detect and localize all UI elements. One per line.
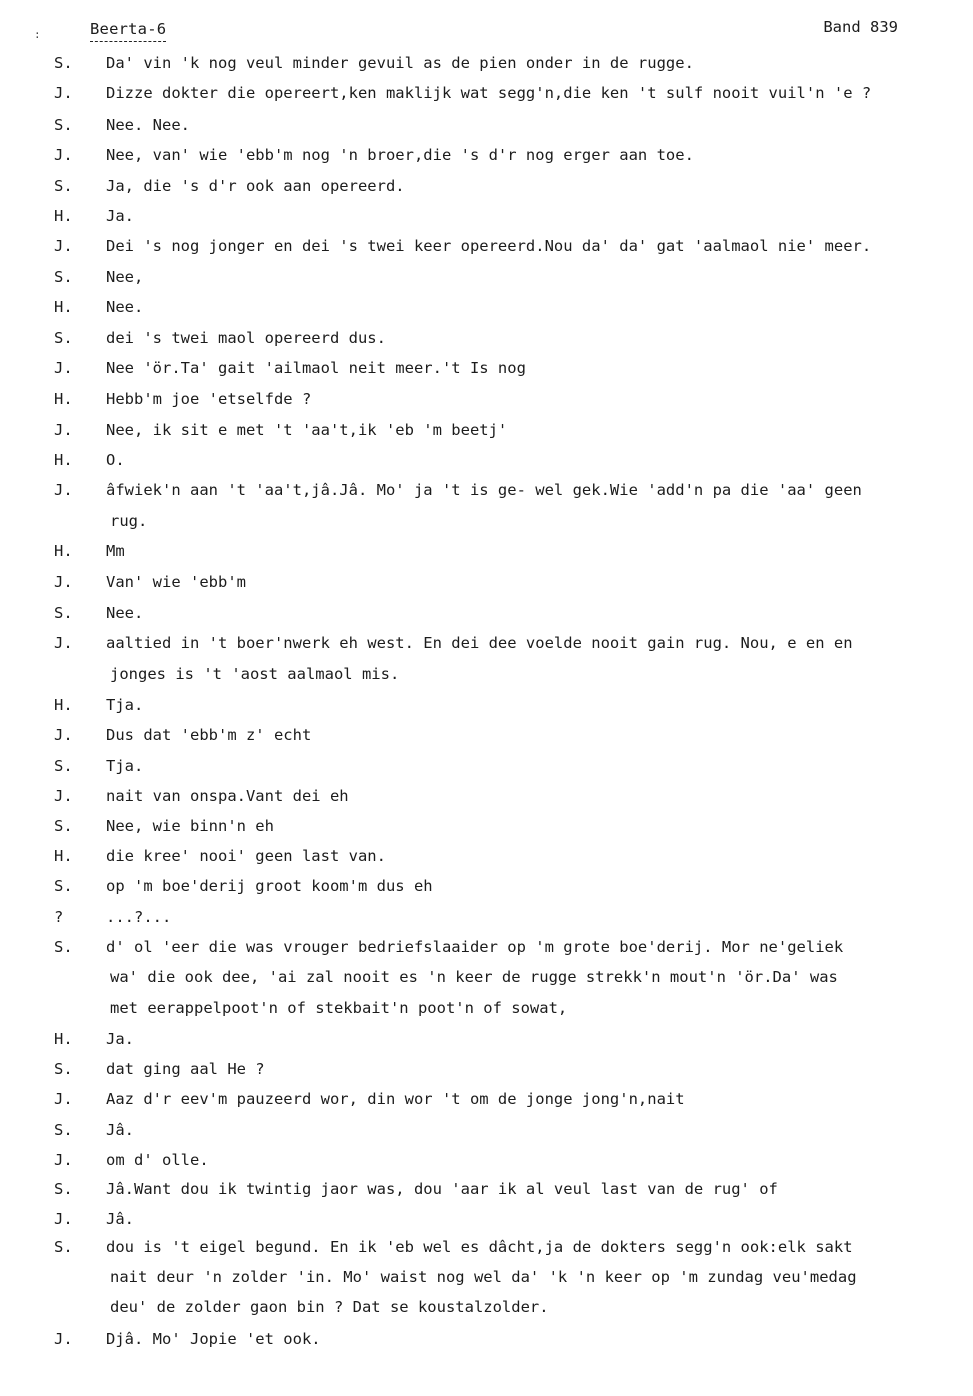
speaker-label: H. <box>54 696 73 714</box>
speaker-label: J. <box>54 1151 73 1169</box>
utterance-text: Dizze dokter die opereert,ken maklijk wat segg'n,die ken 't sulf nooit vuil'n 'e ? <box>106 84 872 102</box>
utterance-text: Mm <box>106 542 125 560</box>
utterance-text: deu' de zolder gaon bin ? Dat se koustalzolder. <box>110 1298 549 1316</box>
utterance-text: Djâ. Mo' Jopie 'et ook. <box>106 1330 321 1348</box>
dialogue-line <box>0 1176 973 1202</box>
dialogue-line <box>0 753 973 779</box>
dialogue-line <box>0 294 973 320</box>
utterance-text: nait deur 'n zolder 'in. Mo' waist nog wel da' 'k 'n keer op 'm zundag veu'medag <box>110 1268 857 1286</box>
speaker-label: H. <box>54 298 73 316</box>
utterance-text: wa' die ook dee, 'ai zal nooit es 'n keer de rugge strekk'n mout'n 'ör.Da' was <box>110 968 838 986</box>
dialogue-line-continuation <box>0 964 973 990</box>
dialogue-line <box>0 569 973 595</box>
speaker-label: J. <box>54 237 73 255</box>
utterance-text: Dei 's nog jonger en dei 's twei keer opereerd.Nou da' da' gat 'aalmaol nie' meer. <box>106 237 872 255</box>
utterance-text: die kree' nooi' geen last van. <box>106 847 386 865</box>
utterance-text: Nee, van' wie 'ebb'm nog 'n broer,die 's d'r nog erger aan toe. <box>106 146 694 164</box>
utterance-text: Nee, wie binn'n eh <box>106 817 274 835</box>
speaker-label: H. <box>54 847 73 865</box>
utterance-text: Jâ. <box>106 1210 134 1228</box>
utterance-text: Nee, <box>106 268 144 286</box>
utterance-text: jonges is 't 'aost aalmaol mis. <box>110 665 400 683</box>
utterance-text: ...?... <box>106 908 172 926</box>
dialogue-line <box>0 722 973 748</box>
dialogue-line <box>0 904 973 930</box>
utterance-text: Ja, die 's d'r ook aan opereerd. <box>106 177 405 195</box>
dialogue-line <box>0 50 973 76</box>
dialogue-line <box>0 203 973 229</box>
band-number: Band 839 <box>823 18 898 36</box>
utterance-text: nait van onspa.Vant dei eh <box>106 787 349 805</box>
dialogue-line-continuation <box>0 1264 973 1290</box>
speaker-label: S. <box>54 329 73 347</box>
speaker-label: S. <box>54 757 73 775</box>
dialogue-line <box>0 1206 973 1232</box>
speaker-label: S. <box>54 1180 73 1198</box>
utterance-text: d' ol 'eer die was vrouger bedriefslaaider op 'm grote boe'derij. Mor ne'geliek <box>106 938 844 956</box>
dialogue-line <box>0 1234 973 1260</box>
speaker-label: J. <box>54 573 73 591</box>
dialogue-line <box>0 1056 973 1082</box>
utterance-text: Tja. <box>106 696 144 714</box>
speaker-label: J. <box>54 1090 73 1108</box>
utterance-text: dat ging aal He ? <box>106 1060 265 1078</box>
speaker-label: J. <box>54 146 73 164</box>
utterance-text: Nee. <box>106 604 144 622</box>
speaker-label: S. <box>54 604 73 622</box>
speaker-label: J. <box>54 1330 73 1348</box>
margin-mark: : <box>34 28 41 41</box>
dialogue-line <box>0 873 973 899</box>
dialogue-line <box>0 630 973 656</box>
dialogue-line <box>0 1147 973 1173</box>
utterance-text: aaltied in 't boer'nwerk eh west. En dei dee voelde nooit gain rug. Nou, e en en <box>106 634 853 652</box>
speaker-label: S. <box>54 54 73 72</box>
dialogue-line <box>0 477 973 503</box>
speaker-label: S. <box>54 817 73 835</box>
speaker-label: J. <box>54 84 73 102</box>
dialogue-line <box>0 1326 973 1352</box>
utterance-text: Hebb'm joe 'etselfde ? <box>106 390 312 408</box>
document-title-text: Beerta-6 <box>90 20 167 38</box>
utterance-text: Tja. <box>106 757 144 775</box>
dialogue-line <box>0 80 973 106</box>
dialogue-line <box>0 1026 973 1052</box>
utterance-text: Nee 'ör.Ta' gait 'ailmaol neit meer.'t Is nog <box>106 359 526 377</box>
dialogue-line <box>0 538 973 564</box>
speaker-label: H. <box>54 542 73 560</box>
dialogue-line <box>0 934 973 960</box>
utterance-text: Aaz d'r eev'm pauzeerd wor, din wor 't om de jonge jong'n,nait <box>106 1090 685 1108</box>
dialogue-line <box>0 417 973 443</box>
speaker-label: S. <box>54 1238 73 1256</box>
dialogue-line <box>0 447 973 473</box>
speaker-label: J. <box>54 787 73 805</box>
dialogue-line <box>0 813 973 839</box>
utterance-text: dou is 't eigel begund. En ik 'eb wel es dâcht,ja de dokters segg'n ook:elk sakt <box>106 1238 853 1256</box>
utterance-text: Nee, ik sit e met 't 'aa't,ik 'eb 'm beetj' <box>106 421 508 439</box>
dialogue-line-continuation <box>0 661 973 687</box>
dialogue-line <box>0 233 973 259</box>
speaker-label: J. <box>54 1210 73 1228</box>
title-underline <box>90 41 166 42</box>
dialogue-line <box>0 783 973 809</box>
dialogue-line-continuation <box>0 508 973 534</box>
dialogue-line <box>0 264 973 290</box>
speaker-label: ? <box>54 908 64 926</box>
utterance-text: Ja. <box>106 1030 134 1048</box>
dialogue-line <box>0 692 973 718</box>
utterance-text: op 'm boe'derij groot koom'm dus eh <box>106 877 433 895</box>
speaker-label: S. <box>54 1060 73 1078</box>
utterance-text: O. <box>106 451 125 469</box>
utterance-text: Van' wie 'ebb'm <box>106 573 246 591</box>
speaker-label: S. <box>54 268 73 286</box>
speaker-label: H. <box>54 207 73 225</box>
utterance-text: om d' olle. <box>106 1151 209 1169</box>
dialogue-line <box>0 843 973 869</box>
dialogue-line <box>0 386 973 412</box>
dialogue-line-continuation <box>0 1294 973 1320</box>
utterance-text: dei 's twei maol opereerd dus. <box>106 329 386 347</box>
speaker-label: H. <box>54 1030 73 1048</box>
utterance-text: Jâ. <box>106 1121 134 1139</box>
dialogue-line <box>0 1086 973 1112</box>
dialogue-line <box>0 325 973 351</box>
dialogue-line <box>0 112 973 138</box>
dialogue-line-continuation <box>0 995 973 1021</box>
utterance-text: Da' vin 'k nog veul minder gevuil as de pien onder in de rugge. <box>106 54 694 72</box>
utterance-text: rug. <box>110 512 148 530</box>
speaker-label: S. <box>54 938 73 956</box>
speaker-label: S. <box>54 116 73 134</box>
utterance-text: Ja. <box>106 207 134 225</box>
speaker-label: S. <box>54 1121 73 1139</box>
dialogue-line <box>0 355 973 381</box>
utterance-text: Nee. <box>106 298 144 316</box>
speaker-label: H. <box>54 451 73 469</box>
dialogue-line <box>0 142 973 168</box>
document-title <box>90 20 166 38</box>
utterance-text: Dus dat 'ebb'm z' echt <box>106 726 312 744</box>
dialogue-line <box>0 600 973 626</box>
dialogue-line <box>0 173 973 199</box>
speaker-label: J. <box>54 359 73 377</box>
utterance-text: âfwiek'n aan 't 'aa't,jâ.Jâ. Mo' ja 't is ge- wel gek.Wie 'add'n pa die 'aa' geen <box>106 481 862 499</box>
utterance-text: Nee. Nee. <box>106 116 190 134</box>
utterance-text: met eerappelpoot'n of stekbait'n poot'n of sowat, <box>110 999 568 1017</box>
utterance-text: Jâ.Want dou ik twintig jaor was, dou 'aar ik al veul last van de rug' of <box>106 1180 778 1198</box>
speaker-label: H. <box>54 390 73 408</box>
speaker-label: J. <box>54 726 73 744</box>
speaker-label: S. <box>54 177 73 195</box>
speaker-label: J. <box>54 481 73 499</box>
dialogue-line <box>0 1117 973 1143</box>
speaker-label: J. <box>54 421 73 439</box>
speaker-label: S. <box>54 877 73 895</box>
speaker-label: J. <box>54 634 73 652</box>
